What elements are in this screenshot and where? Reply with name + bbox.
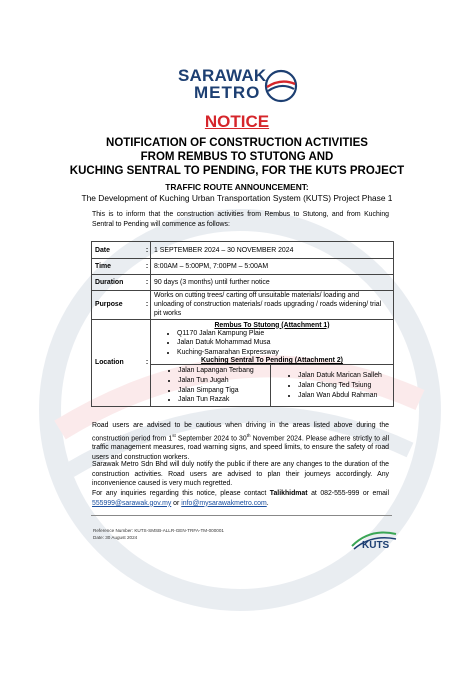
advice-paragraph-1: Road users are advised to be cautious when driving in the areas listed above during the construction period from 1st September 2024 to 30th November 2024. Please adhere strictly to all traffic management measures, road warning signs, and speed limits, to ensure the safety of road users and construction workers.	[92, 422, 389, 462]
title-line-3: KUCHING SENTRAL TO PENDING, FOR THE KUTS PROJECT	[69, 165, 405, 177]
kuts-logo-text: KUTS	[362, 540, 390, 551]
time-label: Time	[92, 259, 145, 275]
sarawak-metro-logo	[178, 66, 298, 110]
section1-heading: Rembus To Stutong (Attachment 1)	[214, 321, 330, 329]
document-date: Date: 30 August 2024	[93, 535, 138, 540]
date-value: 1 SEPTEMBER 2024 – 30 NOVEMBER 2024	[151, 242, 394, 259]
list-item: • Jalan Datuk Marican Salleh	[298, 371, 393, 381]
purpose-label: Purpose	[92, 291, 145, 320]
duration-colon: :	[144, 275, 151, 291]
purpose-value: Works on cutting trees/ carting off unsuitable materials/ loading and unloading of construction materials/ roads upgrading / roads widening/ trial pit works	[151, 291, 394, 320]
location-value	[151, 319, 394, 406]
list-item: • Kuching-Samarahan Expressway	[177, 348, 390, 358]
section2-left-list	[151, 366, 270, 404]
location-label: Location	[92, 319, 145, 406]
title-line-2: FROM REMBUS TO STUTONG AND	[140, 151, 334, 163]
time-value: 8:00AM – 5:00PM, 7:00PM – 5:00AM	[151, 259, 394, 275]
kuts-logo-icon	[350, 526, 400, 552]
duration-value: 90 days (3 months) until further notice	[151, 275, 394, 291]
row-date	[92, 242, 394, 259]
time-colon: :	[144, 259, 151, 275]
advice-paragraph-2: Sarawak Metro Sdn Bhd will duly notify the public if there are any changes to the duration of the construction activities. Road users are advised to plan their journeys accordingly. Any inconvenience caused is very much regretted.	[92, 461, 389, 488]
section2-columns	[151, 364, 393, 405]
notice-heading: NOTICE	[204, 112, 270, 131]
list-item: • Jalan Tun Jugah	[178, 376, 270, 386]
section2-right-list	[271, 366, 393, 400]
list-item: • Jalan Chong Ted Tsiung	[298, 381, 393, 391]
logo-line2: METRO	[194, 83, 261, 102]
logo-emblem-icon	[264, 69, 298, 103]
list-item: • Jalan Tun Razak	[178, 395, 270, 405]
row-location	[92, 319, 394, 406]
row-purpose	[92, 291, 394, 320]
title-line-1: NOTIFICATION OF CONSTRUCTION ACTIVITIES	[106, 137, 368, 149]
list-item: • Jalan Simpang Tiga	[178, 386, 270, 396]
date-colon: :	[144, 242, 151, 259]
row-time	[92, 259, 394, 275]
schedule-table	[91, 241, 394, 407]
date-label: Date	[92, 242, 145, 259]
section1-list	[154, 329, 390, 358]
section2-heading: Kuching Sentral To Pending (Attachment 2)	[201, 357, 343, 365]
intro-paragraph: This is to inform that the construction activities from Rembus to Stutong, and from Kuching Sentral to Pending will commence as follows:	[92, 211, 389, 228]
announcement-text: The Development of Kuching Urban Transportation System (KUTS) Project Phase 1	[81, 193, 393, 203]
list-item: • Jalan Datuk Mohammad Musa	[177, 338, 390, 348]
contact-name: Talikhidmat	[269, 490, 308, 497]
announcement-heading: TRAFFIC ROUTE ANNOUNCEMENT:	[165, 182, 309, 192]
purpose-colon: :	[144, 291, 151, 320]
email-link-2[interactable]: info@mysarawakmetro.com	[181, 499, 267, 507]
row-duration	[92, 275, 394, 291]
contact-paragraph: For any inquiries regarding this notice, please contact Talikhidmat at 082-555-999 or email 555999@sarawak.gov.my or info@mysarawakmetro.com.	[92, 490, 389, 507]
location-colon: :	[144, 319, 151, 406]
list-item: • Q1170 Jalan Kampung Plaie	[177, 329, 390, 339]
email-link-1[interactable]: 555999@sarawak.gov.my	[92, 499, 172, 507]
duration-label: Duration	[92, 275, 145, 291]
reference-number: Reference Number: KUTS-SMSB-ALLR-GEN-TRFA-TM-000001	[93, 528, 224, 533]
list-item: • Jalan Wan Abdul Rahman	[298, 391, 393, 401]
logo-line1: SARAWAK	[178, 66, 267, 85]
footer-divider	[91, 515, 392, 516]
kuts-logo	[350, 526, 400, 552]
list-item: • Jalan Lapangan Terbang	[178, 366, 270, 376]
